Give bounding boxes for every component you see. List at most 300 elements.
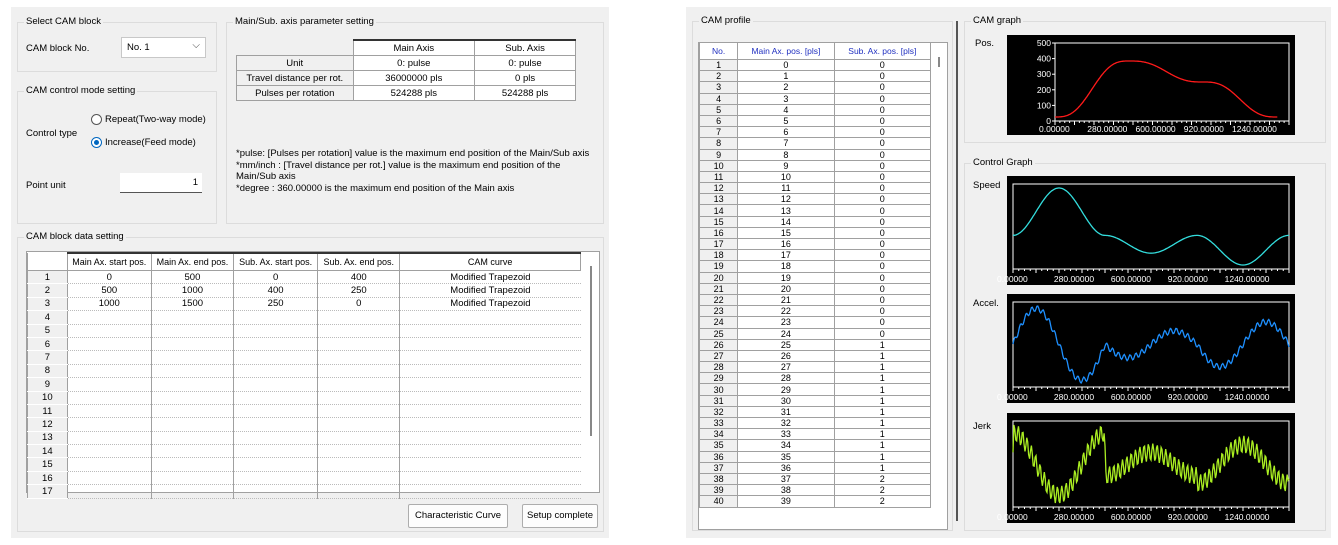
row-number-cell: 17: [28, 485, 68, 498]
cam-profile-cell[interactable]: 1: [834, 440, 930, 451]
row-number-cell: 3: [700, 82, 738, 93]
block-data-cell[interactable]: [151, 391, 233, 404]
block-data-cell[interactable]: [234, 351, 318, 364]
cam-profile-cell[interactable]: 0: [834, 272, 930, 283]
block-data-cell[interactable]: [318, 471, 400, 484]
cam-profile-cell[interactable]: 26: [738, 350, 834, 361]
table-row: [700, 93, 931, 104]
table-row: [700, 160, 931, 171]
row-number-cell: 24: [700, 317, 738, 328]
note-pulse: *pulse: [Pulses per rotation] value is the maximum end position of the Main/Sub axis: [236, 148, 590, 159]
row-number-cell: 12: [700, 183, 738, 194]
block-data-cell[interactable]: [234, 485, 318, 498]
cam-profile-cell[interactable]: 25: [738, 339, 834, 350]
row-number-cell: 4: [700, 93, 738, 104]
block-data-cell[interactable]: [318, 431, 400, 444]
block-data-scroll-thumb[interactable]: [590, 266, 592, 436]
row-number-cell: 1: [700, 60, 738, 71]
block-data-cell[interactable]: 0: [318, 297, 400, 310]
block-data-header-cell: Main Ax. end pos.: [151, 253, 233, 271]
block-data-cell[interactable]: [151, 431, 233, 444]
cam-profile-cell[interactable]: 0: [834, 250, 930, 261]
cam-profile-cell[interactable]: 0: [834, 93, 930, 104]
table-row: [700, 183, 931, 194]
block-data-cell[interactable]: [151, 404, 233, 417]
table-row: [700, 384, 931, 395]
cam-profile-cell[interactable]: 11: [738, 183, 834, 194]
block-data-cell[interactable]: [318, 445, 400, 458]
row-number-cell: 27: [700, 350, 738, 361]
cam-profile-cell[interactable]: 0: [834, 149, 930, 160]
cam-profile-cell[interactable]: 0: [834, 328, 930, 339]
cam-profile-scroll-thumb[interactable]: [938, 57, 940, 67]
row-number-cell: 18: [700, 250, 738, 261]
row-number-cell: 26: [700, 339, 738, 350]
cam-profile-grid: [698, 42, 948, 530]
table-row: [28, 337, 581, 350]
axis-param-title: Main/Sub. axis parameter setting: [235, 16, 374, 27]
block-data-cell[interactable]: [400, 485, 581, 498]
block-data-header-cell: Sub. Ax. end pos.: [318, 253, 400, 271]
row-number-cell: 19: [700, 261, 738, 272]
block-data-header-cell: [28, 253, 68, 271]
cam-profile-cell[interactable]: 0: [834, 171, 930, 182]
row-number-cell: 15: [700, 216, 738, 227]
block-data-cell[interactable]: [151, 351, 233, 364]
cam-profile-header-cell: Main Ax. pos. [pls]: [738, 43, 834, 60]
speed-graph: [997, 176, 1295, 285]
block-data-cell[interactable]: [318, 311, 400, 324]
table-row: [28, 418, 581, 431]
radio-increase[interactable]: [91, 137, 196, 148]
axis-param-header-blank: [237, 40, 354, 56]
cam-profile-cell[interactable]: 4: [738, 104, 834, 115]
block-data-cell[interactable]: [67, 364, 151, 377]
cam-profile-cell[interactable]: 5: [738, 115, 834, 126]
cam-profile-header-row: [700, 43, 931, 60]
cam-profile-cell[interactable]: 0: [834, 82, 930, 93]
cam-profile-cell[interactable]: 8: [738, 149, 834, 160]
cam-profile-header-cell: No.: [700, 43, 738, 60]
block-data-cell[interactable]: [67, 458, 151, 471]
block-data-cell[interactable]: [234, 471, 318, 484]
cam-profile-cell[interactable]: 0: [834, 261, 930, 272]
block-data-cell[interactable]: [400, 311, 581, 324]
row-number-cell: 36: [700, 451, 738, 462]
axis-param-cell[interactable]: 36000000 pls: [353, 71, 475, 86]
cam-profile-cell[interactable]: 12: [738, 194, 834, 205]
block-data-cell[interactable]: [151, 311, 233, 324]
cam-profile-cell[interactable]: 17: [738, 250, 834, 261]
row-number-cell: 11: [28, 404, 68, 417]
cam-profile-cell[interactable]: 14: [738, 216, 834, 227]
cam-profile-cell[interactable]: 1: [834, 350, 930, 361]
cam-profile-cell[interactable]: 0: [738, 60, 834, 71]
table-row: [700, 462, 931, 473]
block-data-cell[interactable]: 1000: [151, 284, 233, 297]
table-row: [28, 445, 581, 458]
cam-profile-cell[interactable]: 30: [738, 395, 834, 406]
block-data-cell[interactable]: 500: [67, 284, 151, 297]
radio-repeat[interactable]: [91, 114, 206, 125]
row-number-cell: 1: [28, 271, 68, 284]
block-data-cell[interactable]: [318, 404, 400, 417]
x-tick-label: 920.00000: [1183, 124, 1224, 134]
cam-profile-cell[interactable]: 1: [834, 339, 930, 350]
cam-profile-cell[interactable]: 16: [738, 239, 834, 250]
cam-profile-cell[interactable]: 33: [738, 429, 834, 440]
block-data-cell[interactable]: [234, 391, 318, 404]
cam-profile-cell[interactable]: 18: [738, 261, 834, 272]
table-row: [700, 473, 931, 484]
point-unit-value: 1: [192, 177, 198, 188]
curve-line: [1013, 188, 1289, 265]
cam-profile-cell[interactable]: 1: [834, 373, 930, 384]
block-data-cell[interactable]: [67, 378, 151, 391]
radio-repeat-circle[interactable]: [91, 114, 102, 125]
cam-profile-cell[interactable]: 7: [738, 138, 834, 149]
block-data-cell[interactable]: [234, 431, 318, 444]
block-data-cell[interactable]: 500: [151, 271, 233, 284]
row-number-cell: 30: [700, 384, 738, 395]
block-data-cell[interactable]: [151, 378, 233, 391]
table-row: [700, 115, 931, 126]
axis-param-cell[interactable]: 524288 pls: [475, 86, 576, 101]
pos-graph: [1007, 35, 1295, 135]
row-number-cell: 34: [700, 429, 738, 440]
block-data-cell[interactable]: [234, 311, 318, 324]
x-tick-label: 920.00000: [1167, 392, 1208, 402]
block-data-cell[interactable]: [400, 391, 581, 404]
cam-profile-cell[interactable]: 19: [738, 272, 834, 283]
cam-profile-cell[interactable]: 10: [738, 171, 834, 182]
block-data-cell[interactable]: [67, 337, 151, 350]
cam-profile-cell[interactable]: 0: [834, 294, 930, 305]
table-row: [700, 350, 931, 361]
table-row: [700, 216, 931, 227]
cam-profile-cell[interactable]: 0: [834, 183, 930, 194]
cam-profile-cell[interactable]: 9: [738, 160, 834, 171]
block-data-cell[interactable]: [318, 351, 400, 364]
block-data-cell[interactable]: Modified Trapezoid: [400, 284, 581, 297]
table-row: [28, 458, 581, 471]
table-row: [28, 431, 581, 444]
y-tick-label: 0: [1046, 116, 1051, 126]
block-data-cell[interactable]: [151, 445, 233, 458]
row-number-cell: 5: [700, 104, 738, 115]
cam-profile-cell[interactable]: 0: [834, 317, 930, 328]
control-type-label: Control type: [26, 128, 78, 139]
block-data-cell[interactable]: [67, 485, 151, 498]
block-data-cell[interactable]: [400, 445, 581, 458]
block-data-cell[interactable]: [67, 351, 151, 364]
block-data-cell[interactable]: 400: [234, 284, 318, 297]
x-tick-label: 920.00000: [1167, 274, 1208, 284]
table-row: [700, 104, 931, 115]
row-number-cell: 12: [28, 418, 68, 431]
cam-profile-cell[interactable]: 34: [738, 440, 834, 451]
table-row: [700, 227, 931, 238]
radio-repeat-label: Repeat(Two-way mode): [105, 114, 206, 126]
block-data-cell[interactable]: 250: [234, 297, 318, 310]
curve-line: [1055, 61, 1277, 117]
cam-profile-cell[interactable]: 2: [834, 496, 930, 507]
row-number-cell: 23: [700, 306, 738, 317]
block-data-cell[interactable]: [151, 458, 233, 471]
block-data-cell[interactable]: [400, 337, 581, 350]
table-row: [700, 373, 931, 384]
block-data-cell[interactable]: [400, 324, 581, 337]
x-tick-label: 1240.00000: [1224, 274, 1270, 284]
table-row: [28, 324, 581, 337]
axis-param-row-pulses: [237, 86, 576, 101]
axis-param-cell[interactable]: 0 pls: [475, 71, 576, 86]
row-number-cell: 35: [700, 440, 738, 451]
cam-profile-cell[interactable]: 22: [738, 306, 834, 317]
row-number-cell: 16: [28, 471, 68, 484]
point-unit-input[interactable]: [120, 173, 202, 193]
x-tick-label: 280.00000: [1087, 124, 1128, 134]
cam-profile-cell[interactable]: 21: [738, 294, 834, 305]
row-number-cell: 10: [700, 160, 738, 171]
table-row: [700, 317, 931, 328]
cam-profile-cell[interactable]: 2: [834, 473, 930, 484]
row-number-cell: 40: [700, 496, 738, 507]
row-number-cell: 14: [28, 445, 68, 458]
cam-profile-cell[interactable]: 1: [738, 71, 834, 82]
cam-profile-cell[interactable]: 0: [834, 104, 930, 115]
cam-profile-cell[interactable]: 2: [738, 82, 834, 93]
table-row: [28, 364, 581, 377]
block-data-cell[interactable]: [318, 324, 400, 337]
pos-graph-svg: [1007, 35, 1295, 135]
table-row: [28, 471, 581, 484]
block-data-cell[interactable]: [400, 418, 581, 431]
cam-profile-cell[interactable]: 1: [834, 384, 930, 395]
table-row: [700, 239, 931, 250]
table-row: [700, 261, 931, 272]
cam-profile-cell[interactable]: 0: [834, 239, 930, 250]
block-data-cell[interactable]: [67, 471, 151, 484]
row-number-cell: 10: [28, 391, 68, 404]
cam-profile-cell[interactable]: 1: [834, 462, 930, 473]
x-tick-label: 0.00000: [997, 392, 1028, 402]
block-data-cell[interactable]: [318, 378, 400, 391]
row-number-cell: 6: [28, 337, 68, 350]
axis-param-header-sub: Sub. Axis: [475, 40, 576, 56]
block-data-cell[interactable]: [400, 471, 581, 484]
block-data-cell[interactable]: [318, 391, 400, 404]
axis-param-cell[interactable]: 524288 pls: [353, 86, 475, 101]
cam-profile-cell[interactable]: 13: [738, 205, 834, 216]
cam-profile-cell[interactable]: 0: [834, 216, 930, 227]
table-row: [28, 378, 581, 391]
cam-profile-cell[interactable]: 37: [738, 473, 834, 484]
block-data-cell[interactable]: [67, 418, 151, 431]
accel-graph-svg: [997, 294, 1295, 403]
cam-profile-cell[interactable]: 39: [738, 496, 834, 507]
block-data-cell[interactable]: [234, 418, 318, 431]
block-data-cell[interactable]: [234, 364, 318, 377]
block-data-cell[interactable]: [67, 445, 151, 458]
axis-param-cell[interactable]: 0: pulse: [475, 56, 576, 71]
block-data-cell[interactable]: [400, 351, 581, 364]
cam-profile-cell[interactable]: 1: [834, 395, 930, 406]
point-unit-label: Point unit: [26, 180, 66, 191]
block-data-cell[interactable]: [318, 458, 400, 471]
cam-profile-cell[interactable]: 0: [834, 115, 930, 126]
block-data-cell[interactable]: Modified Trapezoid: [400, 297, 581, 310]
table-row: [28, 351, 581, 364]
cam-profile-cell[interactable]: 1: [834, 429, 930, 440]
cam-profile-group: [692, 15, 953, 531]
cam-profile-cell[interactable]: 1: [834, 451, 930, 462]
cam-profile-cell[interactable]: 28: [738, 373, 834, 384]
axis-param-notes: [236, 148, 596, 194]
cam-profile-cell[interactable]: 0: [834, 283, 930, 294]
block-data-cell[interactable]: Modified Trapezoid: [400, 271, 581, 284]
jerk-graph-svg: [997, 413, 1295, 523]
cam-profile-cell[interactable]: 15: [738, 227, 834, 238]
cam-profile-cell[interactable]: 0: [834, 71, 930, 82]
axis-param-cell[interactable]: 0: pulse: [353, 56, 475, 71]
cam-profile-cell[interactable]: 0: [834, 138, 930, 149]
block-data-cell[interactable]: [400, 404, 581, 417]
row-number-cell: 11: [700, 171, 738, 182]
y-tick-label: 300: [1036, 69, 1051, 80]
block-data-cell[interactable]: [318, 485, 400, 498]
block-data-cell[interactable]: 0: [234, 271, 318, 284]
x-tick-label: 1240.00000: [1231, 124, 1277, 134]
cam-profile-cell[interactable]: 2: [834, 485, 930, 496]
block-data-cell[interactable]: [318, 418, 400, 431]
block-data-cell[interactable]: [151, 471, 233, 484]
cam-profile-cell[interactable]: 0: [834, 194, 930, 205]
cam-profile-cell[interactable]: 24: [738, 328, 834, 339]
block-data-cell[interactable]: 0: [67, 271, 151, 284]
radio-increase-circle[interactable]: [91, 137, 102, 148]
cam-profile-table: [699, 43, 931, 508]
x-tick-label: 600.00000: [1110, 512, 1152, 522]
row-number-cell: 37: [700, 462, 738, 473]
block-data-cell[interactable]: [234, 378, 318, 391]
jerk-graph: [997, 413, 1295, 523]
cam-profile-cell[interactable]: 0: [834, 227, 930, 238]
cam-profile-header-cell: Sub. Ax. pos. [pls]: [834, 43, 930, 60]
cam-profile-cell[interactable]: 38: [738, 485, 834, 496]
cam-profile-cell[interactable]: 1: [834, 406, 930, 417]
cam-profile-cell[interactable]: 1: [834, 418, 930, 429]
cam-profile-cell[interactable]: 36: [738, 462, 834, 473]
cam-profile-cell[interactable]: 29: [738, 384, 834, 395]
block-data-cell[interactable]: [318, 337, 400, 350]
table-row: [700, 339, 931, 350]
cam-profile-cell[interactable]: 35: [738, 451, 834, 462]
block-data-cell[interactable]: [151, 418, 233, 431]
block-data-cell[interactable]: [400, 364, 581, 377]
cam-profile-cell[interactable]: 20: [738, 283, 834, 294]
row-number-cell: 3: [28, 297, 68, 310]
setup-complete-button[interactable]: Setup complete: [522, 504, 598, 528]
block-data-cell[interactable]: [151, 324, 233, 337]
cam-graph-group: [964, 15, 1326, 143]
x-tick-label: 1240.00000: [1224, 512, 1270, 522]
axis-param-row-unit: [237, 56, 576, 71]
cam-profile-cell[interactable]: 0: [834, 160, 930, 171]
characteristic-curve-button[interactable]: Characteristic Curve: [408, 504, 508, 528]
table-row: [700, 272, 931, 283]
block-data-cell[interactable]: [151, 337, 233, 350]
block-data-cell[interactable]: [400, 378, 581, 391]
block-data-cell[interactable]: [67, 391, 151, 404]
row-number-cell: 29: [700, 373, 738, 384]
table-row: [700, 138, 931, 149]
cam-profile-cell[interactable]: 1: [834, 362, 930, 373]
cam-profile-cell[interactable]: 0: [834, 306, 930, 317]
cam-profile-cell[interactable]: 27: [738, 362, 834, 373]
block-data-cell[interactable]: [67, 311, 151, 324]
block-data-cell[interactable]: [234, 404, 318, 417]
x-tick-label: 0.00000: [1039, 124, 1070, 134]
cam-profile-cell[interactable]: 0: [834, 60, 930, 71]
cam-profile-cell[interactable]: 3: [738, 93, 834, 104]
block-data-cell[interactable]: [318, 364, 400, 377]
row-number-cell: 32: [700, 406, 738, 417]
control-mode-title: CAM control mode setting: [26, 85, 136, 96]
block-data-cell[interactable]: [151, 364, 233, 377]
block-data-cell[interactable]: 250: [318, 284, 400, 297]
block-data-cell[interactable]: [151, 485, 233, 498]
block-data-cell[interactable]: [400, 431, 581, 444]
block-data-cell[interactable]: [234, 324, 318, 337]
axis-param-header-main: Main Axis: [353, 40, 475, 56]
jerk-label: Jerk: [973, 421, 991, 432]
pos-label: Pos.: [975, 38, 995, 49]
block-data-header-row: [28, 253, 581, 271]
block-data-cell[interactable]: [234, 458, 318, 471]
row-number-cell: 20: [700, 272, 738, 283]
cam-profile-cell[interactable]: 6: [738, 127, 834, 138]
block-data-grid: [26, 251, 600, 497]
cam-block-select[interactable]: [121, 37, 206, 58]
cam-profile-scrollbar[interactable]: [933, 43, 947, 529]
block-data-cell[interactable]: 1000: [67, 297, 151, 310]
control-graph-group: [964, 157, 1326, 531]
cam-profile-cell[interactable]: 31: [738, 406, 834, 417]
block-data-cell[interactable]: [67, 404, 151, 417]
block-data-cell[interactable]: [67, 324, 151, 337]
cam-profile-cell[interactable]: 0: [834, 127, 930, 138]
select-cam-block-group: [17, 16, 217, 72]
block-data-cell[interactable]: [234, 445, 318, 458]
row-number-cell: 16: [700, 227, 738, 238]
row-number-cell: 22: [700, 294, 738, 305]
cam-profile-cell[interactable]: 0: [834, 205, 930, 216]
block-data-cell[interactable]: [67, 431, 151, 444]
x-tick-label: 0.00000: [997, 512, 1028, 522]
cam-profile-title: CAM profile: [701, 15, 751, 26]
cam-profile-cell[interactable]: 32: [738, 418, 834, 429]
block-data-scrollbar[interactable]: [585, 252, 599, 492]
block-data-cell[interactable]: [234, 337, 318, 350]
block-data-cell[interactable]: 400: [318, 271, 400, 284]
select-cam-block-title: Select CAM block: [26, 16, 101, 27]
block-data-cell[interactable]: [400, 458, 581, 471]
x-tick-label: 600.00000: [1110, 392, 1152, 402]
block-data-title: CAM block data setting: [26, 231, 124, 242]
cam-profile-cell[interactable]: 23: [738, 317, 834, 328]
block-data-cell[interactable]: 1500: [151, 297, 233, 310]
